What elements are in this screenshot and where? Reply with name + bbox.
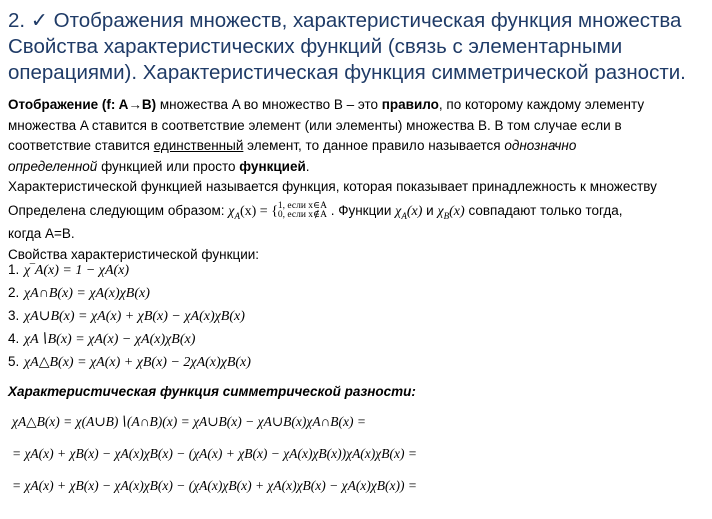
chi-b-function: $\chi_B(x)$ [437,203,465,221]
equation-line: = χA(x) + χB(x) − χA(x)χB(x) − (χA(x)χB(x) + χA(x)χB(x) − χA(x)χB(x)) = [12,478,417,493]
page-title [8,8,708,86]
property-item: 3. χA∪B(x) = χA(x) + χB(x) − χA(x)χB(x) [8,308,245,324]
title-line-2: Свойства характеристических функций (связь с элементарными [8,35,623,58]
chi-a-function: $\chi_A(x)$ [395,203,423,221]
property-item: 4. χA∖B(x) = χA(x) − χA(x)χB(x) [8,331,196,347]
text-line: множества A ставится в соответствие элемент (или элементы) множества B. В том случае если в [8,117,622,133]
property-item: 2. χA∩B(x) = χA(x)χB(x) [8,285,150,301]
text: соответствие ставится [8,138,154,154]
property-formula: χ‾A(x) = 1 − χA(x) [24,263,130,278]
text: , по которому каждому элементу [438,97,645,112]
piecewise-cases: 1, если x∈A 0, если x∉A [277,201,327,221]
definition-line [8,198,708,224]
text: . Функции [330,202,392,218]
text: Определена следующим образом: [8,202,225,218]
property-item: 1. χ‾A(x) = 1 − χA(x) [8,262,130,278]
text: и [426,202,434,218]
text: элемент, то данное правило называется [243,138,505,154]
function-term: функцией [239,158,306,174]
text-line [8,136,708,157]
definition-paragraph [8,95,708,265]
text: . [305,158,310,174]
mapping-term: Отображение (f: A→B) [8,97,157,112]
title-line-1: 2. ✓ Отображения множеств, характеристическая функция множества [8,9,682,32]
text: функцией или просто [97,158,240,174]
property-formula: χA∪B(x) = χA(x) + χB(x) − χA(x)χB(x) [24,309,245,324]
equation-line: = χA(x) + χB(x) − χA(x)χB(x) − (χA(x) + χB(x) − χA(x)χB(x))χA(x)χB(x) = [12,446,417,461]
uniquely-term: однозначно [504,138,577,154]
text: совпадают только тогда, [468,202,623,218]
text-line: когда A=B. [8,225,75,241]
property-formula: χA∖B(x) = χA(x) − χA(x)χB(x) [24,332,196,347]
property-formula: χA∩B(x) = χA(x)χB(x) [24,286,150,301]
defined-term: определенной [8,158,98,174]
property-formula: χA△B(x) = χA(x) + χB(x) − 2χA(x)χB(x) [24,355,251,370]
text-line: Характеристической функцией называется функция, которая показывает принадлежность к множеству [8,179,657,195]
properties-title: Свойства характеристической функции: [8,246,260,262]
text-line [8,157,708,178]
text: множества A во множество B – это [156,97,382,112]
rule-term: правило [381,97,439,112]
chi-a-formula: $\chi_A(x)$ = { [228,203,278,221]
title-line-3: операциями). Характеристическая функция симметрической разности. [8,61,686,84]
section-title: Характеристическая функция симметрической разности: [8,384,416,399]
text-line [8,95,708,116]
equation-line: χA△B(x) = χ(A∪B)∖(A∩B)(x) = χA∪B(x) − χA∪B(x)χA∩B(x) = [12,414,367,429]
unique-term: единственный [153,138,244,154]
property-item: 5. χA△B(x) = χA(x) + χB(x) − 2χA(x)χB(x) [8,354,251,370]
